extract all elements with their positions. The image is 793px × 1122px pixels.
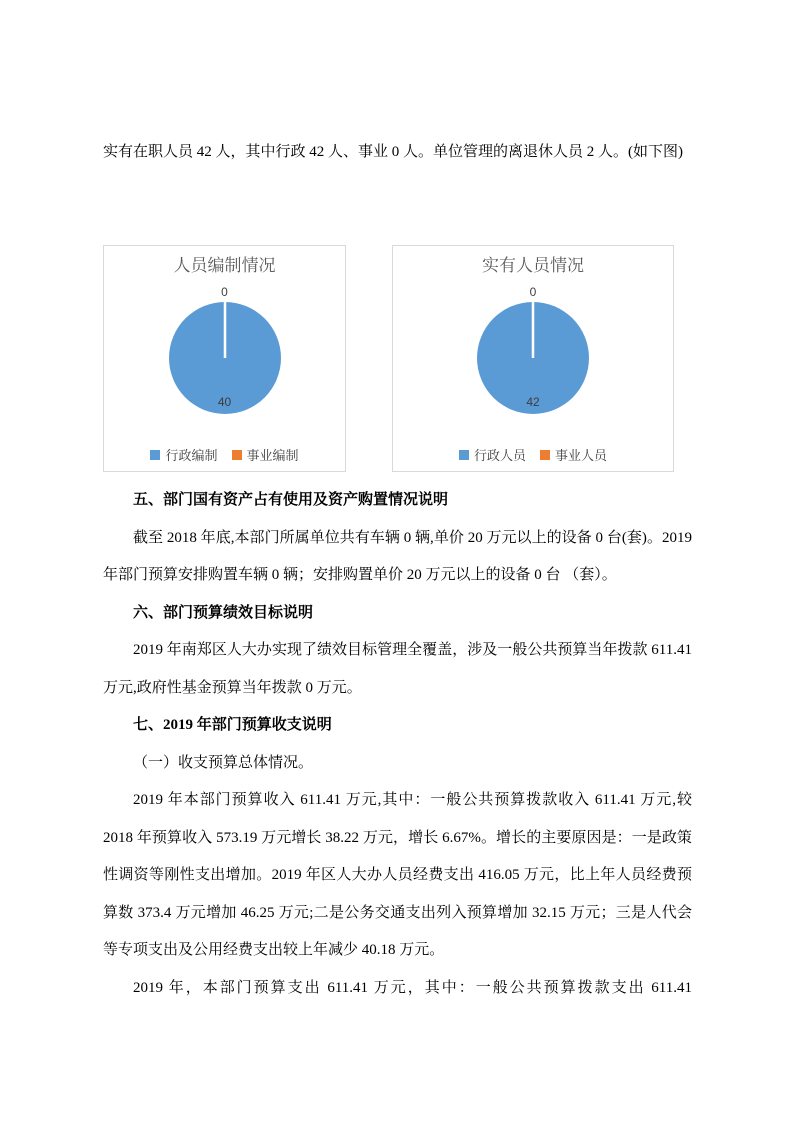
legend-item [232,445,299,464]
legend-label: 事业人员 [555,448,608,463]
charts-row [103,245,674,472]
section7-paragraph2: 2019 年，本部门预算支出 611.41 万元，其中：一般公共预算拨款支出 611.41 [133,979,692,996]
section6-heading: 六、部门预算绩效目标说明 [133,604,314,621]
pie-chart [476,301,590,415]
legend-item [459,445,526,464]
legend-item [150,445,217,464]
legend-label: 行政人员 [473,448,526,463]
legend-item [540,445,607,464]
section7-heading: 七、2019 年部门预算收支说明 [133,717,332,733]
legend-label: 行政编制 [165,448,218,463]
legend-label: 事业编制 [246,448,299,463]
legend-swatch-blue-icon [459,450,469,460]
legend-swatch-orange-icon [232,450,242,460]
chart-title: 实有人员情况 [482,256,584,275]
pie-value-data-label: 42 [526,395,540,409]
legend-swatch-orange-icon [540,450,550,460]
section7-subheading: （一）收支预算总体情况。 [133,754,314,771]
section7-paragraph1: 2019 年本部门预算收入 611.41 万元,其中：一般公共预算拨款收入 611.41 万元,较 2018 年预算收入 573.19 万元增长 38.22 万元，增长 6.67%。增长的主要原因是：一是政策性调资等刚性支出增加。2019 年区人大办人员经费支出 416.05 万元，比上年人员经费预算数 373.4 万元增加 46.25 万元;二是公务交通支出列入预算增加 32.15 万元；三是人代会等专项支出及公用经费支出较上年减少 40.18 万元。 [103,792,692,958]
section5-paragraph: 截至 2018 年底,本部门所属单位共有车辆 0 辆,单价 20 万元以上的设备 0 台(套)。2019 年部门预算安排购置车辆 0 辆；安排购置单价 20 万元以上的设备 0 台 （套）。 [103,529,692,583]
document-sections [103,482,692,1007]
pie-zero-data-label: 0 [221,285,228,299]
pie-chart [168,301,282,415]
legend-swatch-blue-icon [150,450,160,460]
intro-paragraph: 实有在职人员 42 人，其中行政 42 人、事业 0 人。单位管理的离退休人员 2 人。(如下图) [103,144,683,160]
section5-heading: 五、部门国有资产占有使用及资产购置情况说明 [133,492,449,508]
section6-paragraph: 2019 年南郑区人大办实现了绩效目标管理全覆盖，涉及一般公共预算当年拨款 611.41 万元,政府性基金预算当年拨款 0 万元。 [103,642,692,696]
chart-actual-staff [392,245,674,472]
chart-legend [459,445,607,464]
chart-staff-quota [103,245,346,472]
chart-legend [150,445,298,464]
pie-zero-data-label: 0 [529,285,537,299]
pie-value-data-label: 40 [217,395,232,409]
chart-title: 人员编制情况 [173,256,276,275]
